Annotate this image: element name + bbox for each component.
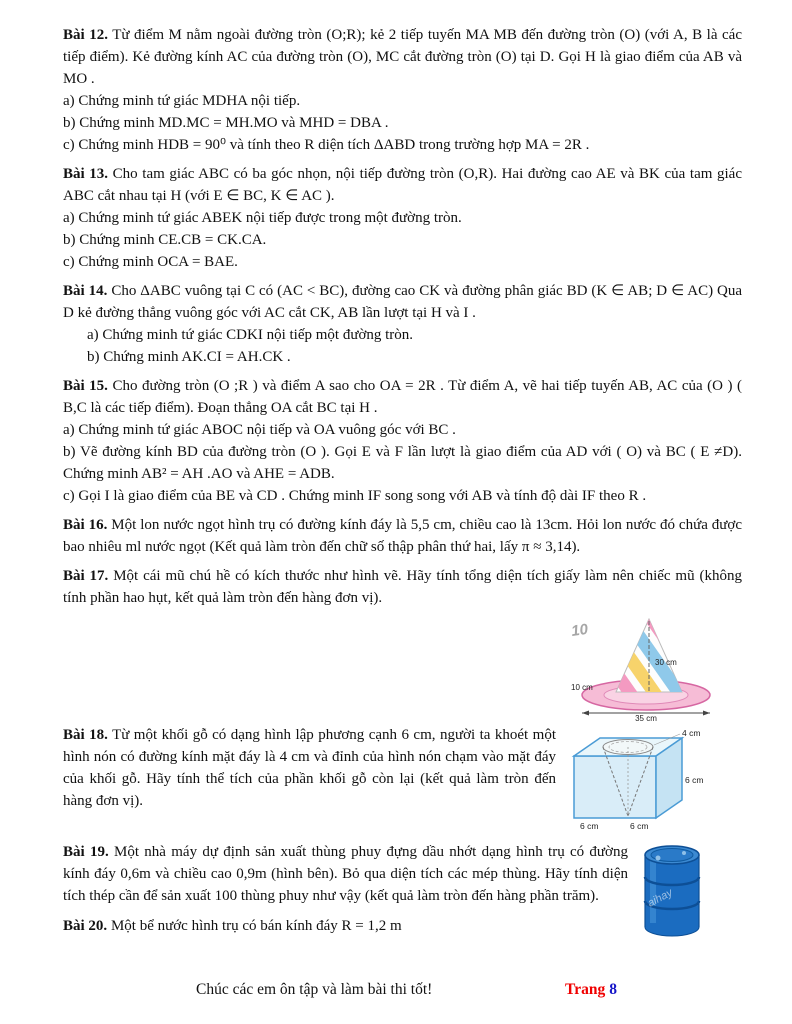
problem-12-text: Từ điểm M nằm ngoài đường tròn (O;R); kẻ 2 tiếp tuyến MA MB đến đường tròn (O) (với A, B là các tiếp điểm). Kẻ đường kính AC của đường tròn (O), MC cắt đường tròn (O) tại D. Gọi H là giao điểm của AB và MO . xyxy=(63,27,742,87)
problem-15 xyxy=(63,375,742,507)
problem-13-part-b: b) Chứng minh CE.CB = CK.CA. xyxy=(63,232,267,248)
problem-20-text: Một bể nước hình trụ có bán kính đáy R = 1,2 m xyxy=(110,918,402,934)
problem-13-part-c: c) Chứng minh OCA = BAE. xyxy=(63,254,238,270)
footer-page-indicator xyxy=(565,981,617,999)
problem-13 xyxy=(63,163,742,273)
problem-19-label: Bài 19. xyxy=(63,844,109,860)
problem-16-text: Một lon nước ngọt hình trụ có đường kính đáy là 5,5 cm, chiều cao là 13cm. Hỏi lon nước đó chứa được bao nhiêu ml nước ngọt (Kết quả làm tròn đến chữ số thập phân thứ hai, lấy π ≈ 3,14). xyxy=(63,517,742,555)
hat-diameter-arrow-left xyxy=(582,711,589,716)
problem-17-intro xyxy=(63,565,742,609)
footer-message: Chúc các em ôn tập và làm bài thi tốt! xyxy=(196,981,433,998)
hat-figure-band xyxy=(63,616,742,724)
problem-19 xyxy=(63,841,742,907)
worksheet-content xyxy=(63,24,742,948)
problem-15-part-c: c) Gọi I là giao điểm của BE và CD . Chứng minh IF song song với AB và tính độ dài IF theo R . xyxy=(63,488,647,504)
problem-14-intro xyxy=(63,280,742,324)
problem-15-text: Cho đường tròn (O ;R ) và điểm A sao cho OA = 2R . Từ điểm A, vẽ hai tiếp tuyến AB, AC của (O ) ( B,C là các tiếp điểm). Đoạn thẳng OA cắt BC tại H . xyxy=(63,378,742,416)
problem-13-part-a: a) Chứng minh tứ giác ABEK nội tiếp được trong một đường tròn. xyxy=(63,210,462,226)
barrel-bung-cap xyxy=(656,856,661,861)
problem-12-part-b: b) Chứng minh MD.MC = MH.MO và MHD = DBA . xyxy=(63,115,389,131)
problem-15-intro xyxy=(63,375,742,419)
barrel-vent-cap xyxy=(682,851,686,855)
hat-diameter-arrow-right xyxy=(703,711,710,716)
problem-15-part-a: a) Chứng minh tứ giác ABOC nội tiếp và OA vuông góc với BC . xyxy=(63,422,456,438)
problem-14-text: Cho ΔABC vuông tại C có (AC < BC), đường cao CK và đường phân giác BD (K ∈ AB; D ∈ AC) Qua D kẻ đường thẳng vuông góc với AC cắt CK, AB lần lượt tại H và I . xyxy=(63,283,743,321)
hat-brim-label: 10 cm xyxy=(571,683,593,692)
problem-20-label: Bài 20. xyxy=(63,918,108,934)
problem-14-part-a: a) Chứng minh tứ giác CDKI nội tiếp một đường tròn. xyxy=(87,327,414,343)
clown-hat-figure xyxy=(570,618,718,722)
problem-20-intro xyxy=(63,915,742,937)
cube-label-right: 6 cm xyxy=(685,775,704,785)
problem-12-part-c: c) Chứng minh HDB = 90⁰ và tính theo R diện tích ΔABD trong trường hợp MA = 2R . xyxy=(63,137,590,153)
problem-12 xyxy=(63,24,742,156)
problem-19-intro xyxy=(63,841,742,907)
problem-18-label: Bài 18. xyxy=(63,727,108,743)
problem-12-intro xyxy=(63,24,742,90)
cube-label-top: 4 cm xyxy=(682,728,701,738)
barrel-watermark: aihay xyxy=(645,886,675,910)
hat-watermark: 10 xyxy=(570,620,590,640)
problem-18 xyxy=(63,724,742,834)
problem-14-label: Bài 14. xyxy=(63,283,108,299)
problem-17-text: Một cái mũ chú hề có kích thước như hình vẽ. Hãy tính tổng diện tích giấy làm nên chiếc mũ (không tính phần hao hụt, kết quả làm tròn đến hàng đơn vị). xyxy=(63,568,742,606)
problems-19-20 xyxy=(63,841,742,941)
problem-15-part-b: b) Vẽ đường kính BD của đường tròn (O ). Gọi E và F lần lượt là giao điểm của AD với ( O) và BC ( E ≠D). Chứng minh AB² = AH .AO và AHE = ADB. xyxy=(63,444,742,482)
problem-14-part-b: b) Chứng minh AK.CI = AH.CK . xyxy=(87,349,291,365)
problem-16-intro xyxy=(63,514,742,558)
problem-17 xyxy=(63,565,742,609)
problem-13-text: Cho tam giác ABC có ba góc nhọn, nội tiếp đường tròn (O,R). Hai đường cao AE và BK của tam giác ABC cắt nhau tại H (với E ∈ BC, K ∈ AC ). xyxy=(63,166,743,204)
hat-height-label: 30 cm xyxy=(655,658,677,667)
hat-diameter-label: 35 cm xyxy=(635,714,657,722)
problem-20 xyxy=(63,915,742,937)
problem-14 xyxy=(63,280,742,368)
cube-label-bottom-left: 6 cm xyxy=(580,821,599,831)
footer-page-number: 8 xyxy=(609,981,617,998)
problem-15-label: Bài 15. xyxy=(63,378,108,394)
cube-front-face xyxy=(574,756,656,818)
footer-page-label: Trang xyxy=(565,981,606,998)
page-footer xyxy=(0,981,792,1007)
problem-17-label: Bài 17. xyxy=(63,568,109,584)
cube-label-bottom-right: 6 cm xyxy=(630,821,649,831)
problem-18-text: Từ một khối gỗ có dạng hình lập phương cạnh 6 cm, người ta khoét một hình nón có đường kính mặt đáy là 4 cm và đỉnh của hình nón chạm vào mặt đáy của khối gỗ. Hãy tính thể tích của phần khối gỗ còn lại (kết quả làm tròn đến hàng đơn vị). xyxy=(63,727,556,809)
problem-16-label: Bài 16. xyxy=(63,517,108,533)
problem-12-label: Bài 12. xyxy=(63,27,108,43)
problem-12-part-a: a) Chứng minh tứ giác MDHA nội tiếp. xyxy=(63,93,301,109)
cube-cone-figure xyxy=(568,726,710,832)
problem-13-label: Bài 13. xyxy=(63,166,109,182)
problem-13-intro xyxy=(63,163,742,207)
oil-drum-figure xyxy=(642,843,702,939)
problem-16 xyxy=(63,514,742,558)
problem-19-text: Một nhà máy dự định sản xuất thùng phuy đựng dầu nhớt dạng hình trụ có đường kính đáy 0,6m và chiều cao 0,9m (hình bên). Bỏ qua diện tích các mép thùng. Hãy tính diện tích thép cần để sản xuất 100 thùng phuy như vậy (kết quả làm tròn đến hàng phần trăm). xyxy=(63,844,628,904)
barrel-highlight xyxy=(650,859,656,923)
